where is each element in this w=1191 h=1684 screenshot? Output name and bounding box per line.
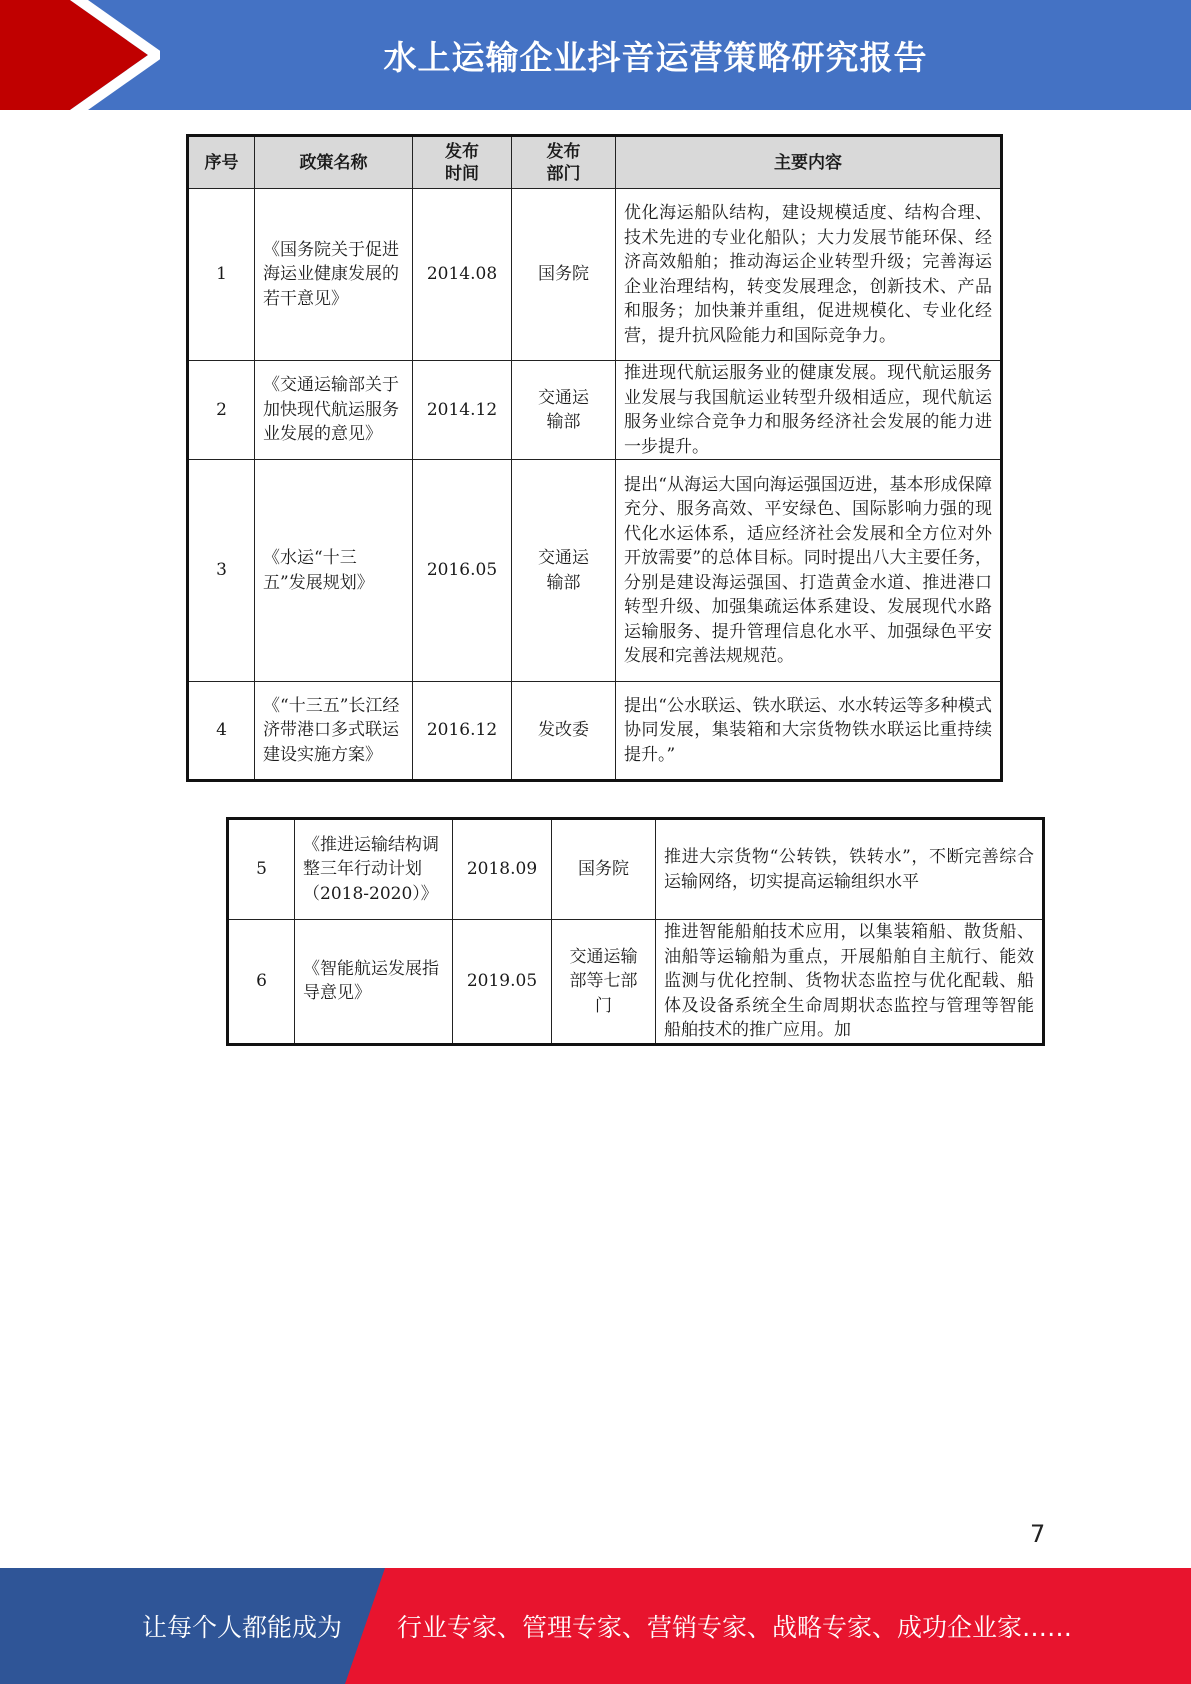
page-footer bbox=[0, 1568, 1191, 1684]
table-row bbox=[228, 819, 1044, 920]
row-dept: 交通运输部等七部门 bbox=[552, 920, 656, 1045]
table-header-row bbox=[188, 136, 1002, 189]
row-policy-name: 《智能航运发展指导意见》 bbox=[295, 920, 453, 1045]
policy-table-part2 bbox=[226, 817, 1045, 1046]
row-content: 提出“从海运大国向海运强国迈进，基本形成保障充分、服务高效、平安绿色、国际影响力强的现代化水运体系，适应经济社会发展和全方位对外开放需要”的总体目标。同时提出八大主要任务，分别是建设海运强国、打造黄金水道、推进港口转型升级、加强集疏运体系建设、发展现代水路运输服务、提升管理信息化水平、加强绿色平安发展和完善法规规范。 bbox=[616, 460, 1002, 682]
row-content: 推进现代航运服务业的健康发展。现代航运服务业发展与我国航运业转型升级相适应，现代航运服务业综合竞争力和服务经济社会发展的能力进一步提升。 bbox=[616, 361, 1002, 460]
row-dept: 国务院 bbox=[552, 819, 656, 920]
row-time: 2016.05 bbox=[413, 460, 512, 682]
row-content: 推进大宗货物“公转铁，铁转水”，不断完善综合运输网络，切实提高运输组织水平 bbox=[656, 819, 1044, 920]
header-time: 发布 时间 bbox=[413, 136, 512, 189]
row-dept: 交通运输部 bbox=[512, 361, 616, 460]
header-dept: 发布 部门 bbox=[512, 136, 616, 189]
table-row bbox=[188, 460, 1002, 682]
row-time: 2018.09 bbox=[453, 819, 552, 920]
table-row bbox=[188, 189, 1002, 361]
page-header bbox=[0, 0, 1191, 110]
row-dept: 发改委 bbox=[512, 682, 616, 781]
footer-slogan-left: 让每个人都能成为 bbox=[142, 1613, 343, 1642]
page-number: 7 bbox=[1030, 1520, 1046, 1548]
header-name: 政策名称 bbox=[255, 136, 413, 189]
row-policy-name: 《水运“十三五”发展规划》 bbox=[255, 460, 413, 682]
row-time: 2014.12 bbox=[413, 361, 512, 460]
row-seq: 4 bbox=[188, 682, 255, 781]
policy-table-part1 bbox=[186, 134, 1003, 782]
row-time: 2016.12 bbox=[413, 682, 512, 781]
report-title: 水上运输企业抖音运营策略研究报告 bbox=[383, 37, 928, 77]
row-dept: 交通运输部 bbox=[512, 460, 616, 682]
row-seq: 2 bbox=[188, 361, 255, 460]
row-seq: 5 bbox=[228, 819, 295, 920]
table-row bbox=[228, 920, 1044, 1045]
row-seq: 3 bbox=[188, 460, 255, 682]
row-dept: 国务院 bbox=[512, 189, 616, 361]
row-time: 2019.05 bbox=[453, 920, 552, 1045]
header-content: 主要内容 bbox=[616, 136, 1002, 189]
table-row bbox=[188, 361, 1002, 460]
row-policy-name: 《国务院关于促进海运业健康发展的若干意见》 bbox=[255, 189, 413, 361]
header-seq: 序号 bbox=[188, 136, 255, 189]
row-policy-name: 《推进运输结构调整三年行动计划（2018-2020）》 bbox=[295, 819, 453, 920]
row-policy-name: 《“十三五”长江经济带港口多式联运建设实施方案》 bbox=[255, 682, 413, 781]
row-time: 2014.08 bbox=[413, 189, 512, 361]
row-seq: 1 bbox=[188, 189, 255, 361]
row-policy-name: 《交通运输部关于加快现代航运服务业发展的意见》 bbox=[255, 361, 413, 460]
row-content: 推进智能船舶技术应用，以集装箱船、散货船、油船等运输船为重点，开展船舶自主航行、能效监测与优化控制、货物状态监控与优化配载、船体及设备系统全生命周期状态监控与管理等智能船舶技术的推广应用。加 bbox=[656, 920, 1044, 1045]
table-row bbox=[188, 682, 1002, 781]
row-content: 优化海运船队结构，建设规模适度、结构合理、技术先进的专业化船队；大力发展节能环保、经济高效船舶；推动海运企业转型升级；完善海运企业治理结构，转变发展理念，创新技术、产品和服务；加快兼并重组，促进规模化、专业化经营，提升抗风险能力和国际竞争力。 bbox=[616, 189, 1002, 361]
row-content: 提出“公水联运、铁水联运、水水转运等多种模式协同发展，集装箱和大宗货物铁水联运比重持续提升。” bbox=[616, 682, 1002, 781]
footer-slogan-right: 行业专家、管理专家、营销专家、战略专家、成功企业家…… bbox=[397, 1613, 1073, 1642]
row-seq: 6 bbox=[228, 920, 295, 1045]
